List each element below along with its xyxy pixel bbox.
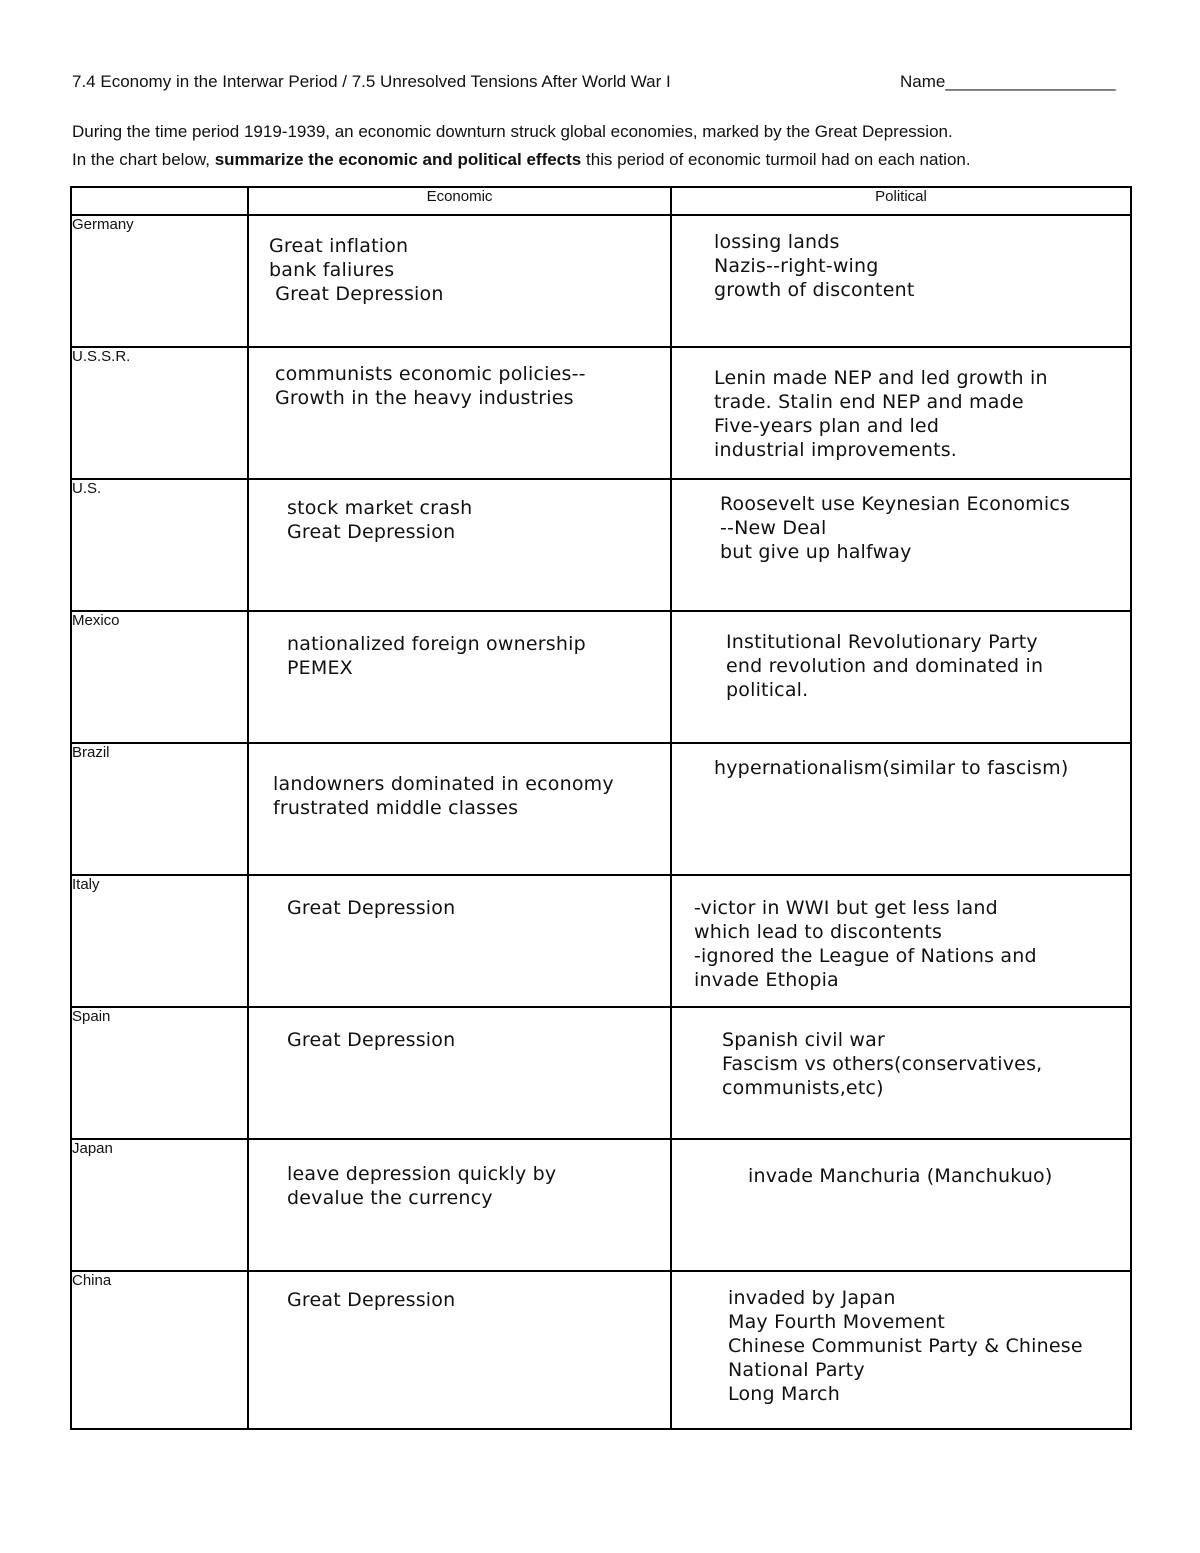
table-row — [71, 875, 1131, 1007]
nation-label: Brazil — [71, 743, 248, 875]
economic-answer-cell[interactable] — [248, 479, 671, 611]
name-field[interactable]: Name__________________ — [900, 72, 1116, 91]
economic-answer: Great Depression — [287, 1029, 456, 1051]
political-answer: Roosevelt use Keynesian Economics --New Deal but give up halfway — [720, 493, 1071, 563]
political-answer: Spanish civil war Fascism vs others(conservatives, communists,etc) — [722, 1029, 1043, 1099]
economic-answer: Great Depression — [287, 1289, 456, 1311]
political-answer: invaded by Japan May Fourth Movement Chinese Communist Party & Chinese National Party Long March — [728, 1287, 1083, 1405]
worksheet-title: 7.4 Economy in the Interwar Period / 7.5 Unresolved Tensions After World War I — [72, 72, 671, 91]
instructions-text: this period of economic turmoil had on each nation. — [581, 150, 971, 169]
economic-answer-cell[interactable] — [248, 1271, 671, 1429]
economic-answer: nationalized foreign ownership PEMEX — [287, 633, 586, 679]
nation-label: U.S. — [71, 479, 248, 611]
instructions-emphasis: summarize the economic and political effects — [214, 150, 582, 169]
political-answer-cell[interactable] — [671, 215, 1131, 347]
economic-answer: stock market crash Great Depression — [287, 497, 473, 543]
economic-answer: Great Depression — [287, 897, 456, 919]
worksheet-header — [72, 72, 1128, 98]
table-row — [71, 215, 1131, 347]
economic-answer-cell[interactable] — [248, 875, 671, 1007]
corner-cell — [71, 187, 248, 215]
political-answer: -victor in WWI but get less land which lead to discontents -ignored the League of Nations and invade Ethopia — [694, 897, 1037, 991]
nation-label: Italy — [71, 875, 248, 1007]
economic-answer-cell[interactable] — [248, 743, 671, 875]
political-answer: invade Manchuria (Manchukuo) — [748, 1165, 1053, 1187]
chart-header-row — [71, 187, 1131, 215]
table-row — [71, 743, 1131, 875]
economic-column-header: Economic — [248, 187, 671, 215]
table-row — [71, 347, 1131, 479]
effects-chart — [70, 186, 1132, 1430]
nation-label: Germany — [71, 215, 248, 347]
political-answer-cell[interactable] — [671, 479, 1131, 611]
economic-answer-cell[interactable] — [248, 215, 671, 347]
economic-answer: Great inflation bank faliures Great Depression — [269, 235, 444, 305]
nation-label: China — [71, 1271, 248, 1429]
instructions-line-1: During the time period 1919-1939, an economic downturn struck global economies, marked by the Great Depression. — [72, 122, 953, 141]
instructions-text: In the chart below, — [72, 150, 215, 169]
economic-answer: landowners dominated in economy frustrated middle classes — [273, 773, 614, 819]
political-answer-cell[interactable] — [671, 1007, 1131, 1139]
political-answer: Lenin made NEP and led growth in trade. Stalin end NEP and made Five-years plan and led industrial improvements. — [714, 367, 1048, 461]
political-answer: hypernationalism(similar to fascism) — [714, 757, 1069, 779]
table-row — [71, 611, 1131, 743]
instructions — [72, 118, 1132, 174]
economic-answer-cell[interactable] — [248, 1139, 671, 1271]
economic-answer: leave depression quickly by devalue the currency — [287, 1163, 557, 1209]
table-row — [71, 479, 1131, 611]
table-row — [71, 1007, 1131, 1139]
nation-label: U.S.S.R. — [71, 347, 248, 479]
nation-label: Japan — [71, 1139, 248, 1271]
political-column-header: Political — [671, 187, 1131, 215]
economic-answer: communists economic policies-- Growth in the heavy industries — [275, 363, 586, 409]
table-row — [71, 1271, 1131, 1429]
economic-answer-cell[interactable] — [248, 347, 671, 479]
political-answer: Institutional Revolutionary Party end revolution and dominated in political. — [726, 631, 1044, 701]
political-answer-cell[interactable] — [671, 743, 1131, 875]
table-row — [71, 1139, 1131, 1271]
political-answer-cell[interactable] — [671, 611, 1131, 743]
economic-answer-cell[interactable] — [248, 1007, 671, 1139]
instructions-line-2 — [72, 146, 1132, 174]
political-answer: lossing lands Nazis--right-wing growth of discontent — [714, 231, 915, 301]
nation-label: Mexico — [71, 611, 248, 743]
political-answer-cell[interactable] — [671, 347, 1131, 479]
political-answer-cell[interactable] — [671, 1139, 1131, 1271]
political-answer-cell[interactable] — [671, 1271, 1131, 1429]
political-answer-cell[interactable] — [671, 875, 1131, 1007]
economic-answer-cell[interactable] — [248, 611, 671, 743]
nation-label: Spain — [71, 1007, 248, 1139]
